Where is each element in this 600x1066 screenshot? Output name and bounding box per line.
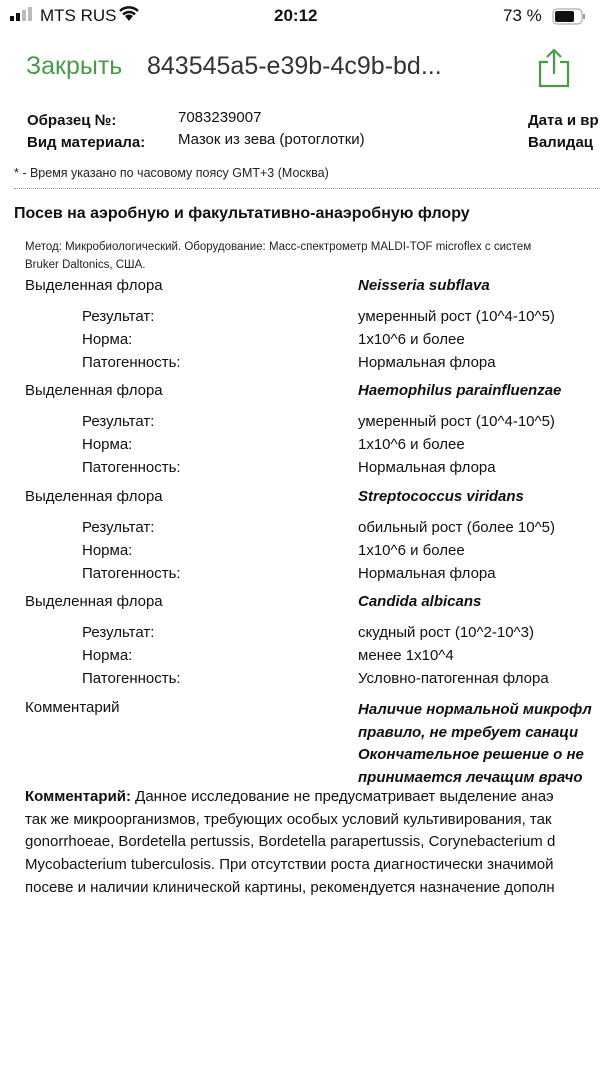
- flora-name: Streptococcus viridans: [358, 488, 524, 505]
- comment-line: Окончательное решение о не: [358, 746, 584, 764]
- norm-value: 1x10^6 и более: [358, 436, 465, 453]
- bottom-comment-line: так же микроорганизмов, требующих особых условий культивирования, так: [25, 810, 552, 828]
- norm-label: Норма:: [82, 647, 133, 664]
- section-title: Посев на аэробную и факультативно-анаэробную флору: [14, 205, 470, 222]
- result-value: скудный рост (10^2-10^3): [358, 624, 534, 641]
- share-icon: [536, 48, 572, 88]
- document-title: 843545a5-e39b-4c9b-bd...: [147, 52, 442, 80]
- bottom-comment-line: gonorrhoeae, Bordetella pertussis, Bordetella parapertussis, Corynebacterium d: [25, 833, 556, 851]
- flora-name: Neisseria subflava: [358, 277, 490, 294]
- timezone-note: * - Время указано по часовому поясу GMT+3 (Москва): [14, 166, 329, 180]
- bottom-comment-label: Комментарий:: [25, 788, 132, 805]
- wifi-icon: [118, 4, 140, 27]
- pathogenicity-label: Патогенность:: [82, 459, 181, 476]
- norm-label: Норма:: [82, 331, 133, 348]
- comment-line: Наличие нормальной микрофл: [358, 701, 592, 718]
- battery-icon: [552, 8, 588, 31]
- sample-value: 7083239007: [178, 109, 262, 126]
- norm-value: менее 1x10^4: [358, 647, 454, 664]
- method-text: [25, 238, 531, 274]
- result-value: обильный рост (более 10^5): [358, 519, 555, 536]
- norm-label: Норма:: [82, 542, 133, 559]
- result-label: Результат:: [82, 624, 155, 641]
- result-value: умеренный рост (10^4-10^5): [358, 413, 555, 430]
- divider: [14, 188, 600, 189]
- sample-label: Образец №:: [27, 112, 117, 129]
- pathogenicity-label: Патогенность:: [82, 565, 181, 582]
- pathogenicity-value: Условно-патогенная флора: [358, 670, 549, 687]
- comment-text: [358, 699, 592, 790]
- date-label: Дата и вр: [528, 112, 599, 129]
- pathogenicity-value: Нормальная флора: [358, 354, 496, 371]
- material-label: Вид материала:: [27, 134, 146, 151]
- flora-label: Выделенная флора: [25, 593, 163, 610]
- comment-line: принимается лечащим врачо: [358, 769, 583, 787]
- bottom-comment: [25, 786, 555, 900]
- flora-label: Выделенная флора: [25, 488, 163, 505]
- clock: 20:12: [274, 6, 318, 25]
- method-line: Метод: Микробиологический. Оборудование: Масс-спектрометр MALDI-TOF microflex с систем: [25, 241, 532, 253]
- flora-name: Candida albicans: [358, 593, 482, 610]
- flora-name: Haemophilus parainfluenzae: [358, 382, 562, 399]
- pathogenicity-label: Патогенность:: [82, 670, 181, 687]
- signal-icon: [10, 6, 38, 26]
- comment-line: правило, не требует санаци: [358, 723, 579, 741]
- norm-value: 1x10^6 и более: [358, 542, 465, 559]
- carrier-name: MTS RUS: [40, 6, 117, 25]
- battery-percent: 73 %: [503, 6, 542, 25]
- close-button[interactable]: Закрыть: [26, 52, 123, 80]
- result-label: Результат:: [82, 308, 155, 325]
- flora-label: Выделенная флора: [25, 382, 163, 399]
- pathogenicity-value: Нормальная флора: [358, 459, 496, 476]
- norm-value: 1x10^6 и более: [358, 331, 465, 348]
- comment-label: Комментарий: [25, 699, 120, 716]
- result-label: Результат:: [82, 413, 155, 430]
- result-value: умеренный рост (10^4-10^5): [358, 308, 555, 325]
- share-button[interactable]: [536, 48, 572, 88]
- validation-label: Валидац: [528, 134, 594, 151]
- pathogenicity-label: Патогенность:: [82, 354, 181, 371]
- result-label: Результат:: [82, 519, 155, 536]
- material-value: Мазок из зева (ротоглотки): [178, 131, 365, 148]
- bottom-comment-line: посеве и наличии клинической картины, рекомендуется назначение дополн: [25, 878, 555, 896]
- flora-label: Выделенная флора: [25, 277, 163, 294]
- norm-label: Норма:: [82, 436, 133, 453]
- bottom-comment-line: Данное исследование не предусматривает выделение анаэ: [131, 788, 554, 805]
- pathogenicity-value: Нормальная флора: [358, 565, 496, 582]
- bottom-comment-line: Mycobacterium tuberculosis. При отсутствии роста диагностически значимой: [25, 856, 554, 874]
- method-line: Bruker Daltonics, США.: [25, 259, 146, 271]
